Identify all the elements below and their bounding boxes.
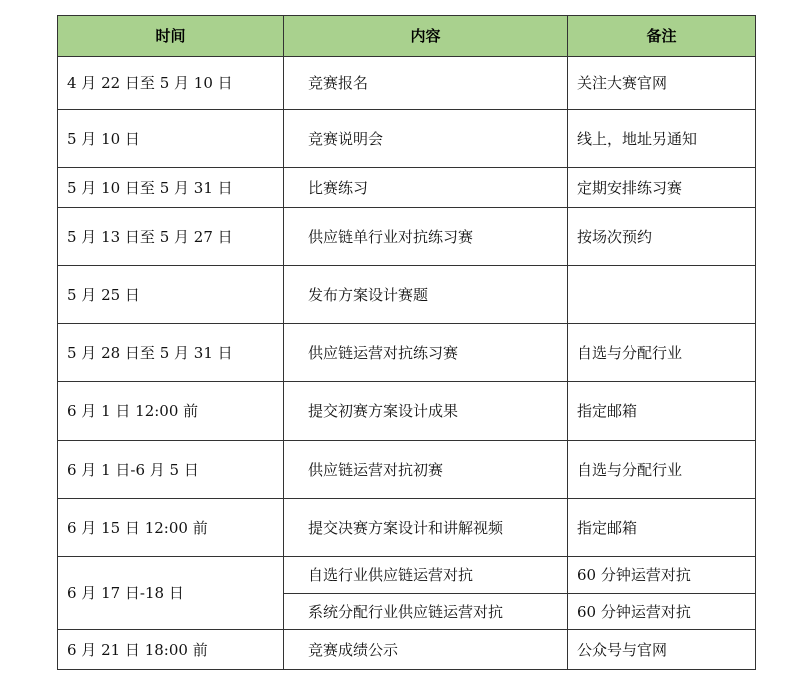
content-cell: 竞赛说明会 (284, 110, 568, 168)
content-cell: 供应链运营对抗初赛 (284, 441, 568, 499)
note-cell: 60 分钟运营对抗 (568, 594, 756, 630)
time-cell: 6 月 1 日-6 月 5 日 (58, 441, 284, 499)
content-cell: 比赛练习 (284, 168, 568, 208)
header-row (58, 16, 756, 57)
table-row (58, 441, 756, 499)
content-cell: 供应链运营对抗练习赛 (284, 324, 568, 382)
note-cell: 定期安排练习赛 (568, 168, 756, 208)
header-content: 内容 (284, 16, 568, 57)
table-row (58, 168, 756, 208)
content-cell: 系统分配行业供应链运营对抗 (284, 594, 568, 630)
table-row (58, 324, 756, 382)
header-note: 备注 (568, 16, 756, 57)
content-cell: 提交初赛方案设计成果 (284, 382, 568, 441)
table-row (58, 499, 756, 557)
table-row (58, 110, 756, 168)
content-cell: 自选行业供应链运营对抗 (284, 557, 568, 594)
note-cell: 线上，地址另通知 (568, 110, 756, 168)
time-cell: 6 月 17 日-18 日 (58, 557, 284, 630)
note-cell: 公众号与官网 (568, 630, 756, 670)
table-row (58, 630, 756, 670)
note-cell: 关注大赛官网 (568, 57, 756, 110)
note-cell (568, 266, 756, 324)
time-cell: 6 月 1 日 12:00 前 (58, 382, 284, 441)
note-cell: 60 分钟运营对抗 (568, 557, 756, 594)
time-cell: 6 月 15 日 12:00 前 (58, 499, 284, 557)
content-cell: 供应链单行业对抗练习赛 (284, 208, 568, 266)
time-cell: 5 月 13 日至 5 月 27 日 (58, 208, 284, 266)
content-cell: 竞赛报名 (284, 57, 568, 110)
content-cell: 提交决赛方案设计和讲解视频 (284, 499, 568, 557)
header-time: 时间 (58, 16, 284, 57)
time-cell: 5 月 28 日至 5 月 31 日 (58, 324, 284, 382)
note-cell: 指定邮箱 (568, 382, 756, 441)
table-row (58, 382, 756, 441)
content-cell: 竞赛成绩公示 (284, 630, 568, 670)
time-cell: 5 月 10 日 (58, 110, 284, 168)
note-cell: 自选与分配行业 (568, 441, 756, 499)
table-row (58, 266, 756, 324)
note-cell: 按场次预约 (568, 208, 756, 266)
table-row (58, 208, 756, 266)
schedule-table (57, 15, 756, 670)
time-cell: 6 月 21 日 18:00 前 (58, 630, 284, 670)
note-cell: 自选与分配行业 (568, 324, 756, 382)
table-row (58, 57, 756, 110)
time-cell: 4 月 22 日至 5 月 10 日 (58, 57, 284, 110)
table-row (58, 557, 756, 594)
time-cell: 5 月 10 日至 5 月 31 日 (58, 168, 284, 208)
content-cell: 发布方案设计赛题 (284, 266, 568, 324)
note-cell: 指定邮箱 (568, 499, 756, 557)
time-cell: 5 月 25 日 (58, 266, 284, 324)
